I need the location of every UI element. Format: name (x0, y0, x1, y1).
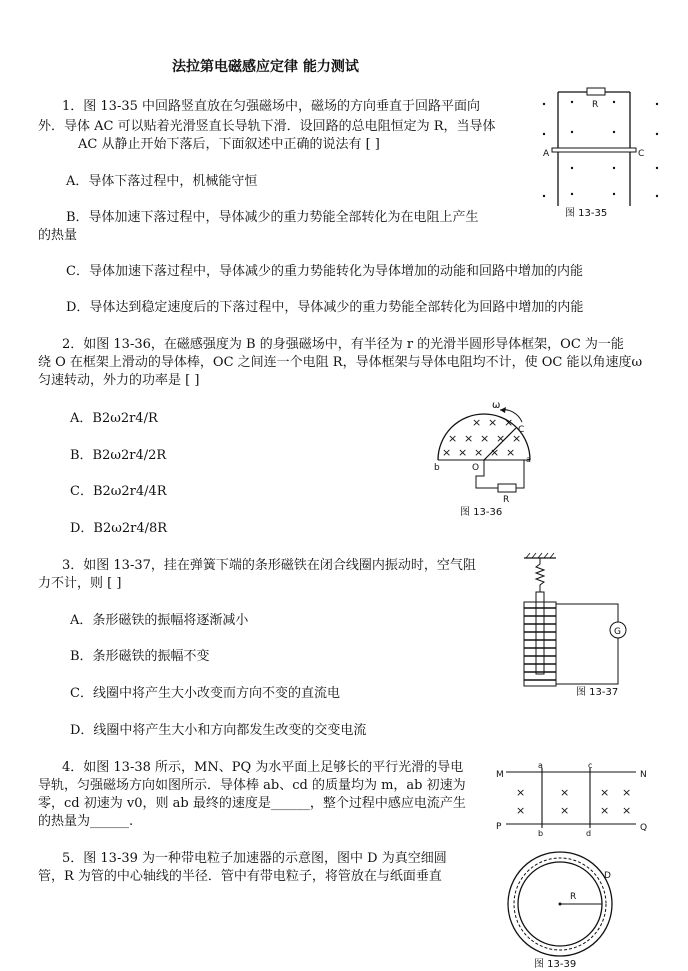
label-o: O (472, 463, 480, 473)
q5-stem-line: 5．图 13-39 为一种带电粒子加速器的示意图，图中 D 为真空细圆 (62, 851, 447, 866)
q2-stem-line: 匀速转动，外力的功率是 [ ] (38, 373, 200, 388)
figure-13-36 (428, 396, 548, 521)
label-d: d (586, 829, 592, 838)
figure-caption: 图 13-35 (565, 208, 608, 219)
svg-text:×: × (622, 804, 632, 817)
conductor-ac (552, 148, 636, 152)
svg-text:×: × (622, 786, 632, 799)
svg-text:×: × (488, 416, 498, 429)
label-r: R (503, 495, 510, 505)
q2-option-c: C．B2ω2r4/4R (70, 484, 167, 499)
label-c: c (588, 761, 593, 770)
q4-stem-line: 零，cd 初速为 v0，则 ab 最终的速度是______，整个过程中感应电流产生 (38, 796, 466, 811)
svg-text:×: × (464, 432, 474, 445)
svg-text:×: × (474, 446, 484, 459)
svg-text:×: × (560, 804, 570, 817)
label-d: D (604, 871, 611, 881)
q1-option-c: C．导体加速下落过程中，导体减少的重力势能转化为导体增加的动能和回路中增加的内能 (66, 264, 583, 279)
q3-option-d: D．线圈中将产生大小和方向都发生改变的交变电流 (70, 723, 367, 738)
figure-caption: 图 13-39 (534, 959, 577, 970)
label-omega: ω (492, 400, 501, 411)
svg-text:×: × (516, 804, 526, 817)
svg-text:×: × (560, 786, 570, 799)
bar-magnet (536, 592, 544, 674)
label-m: M (496, 770, 504, 780)
q1-option-b-cont: 的热量 (38, 228, 78, 243)
q1-option-a: A．导体下落过程中，机械能守恒 (66, 174, 258, 189)
label-r: R (592, 100, 599, 110)
q1-stem-line: 外．导体 AC 可以贴着光滑竖直长导轨下滑．设回路的总电阻恒定为 R，当导体 (38, 119, 496, 134)
resistor-symbol (587, 88, 605, 95)
svg-text:×: × (504, 416, 514, 429)
figure-caption: 图 13-36 (460, 507, 503, 518)
svg-text:×: × (442, 446, 452, 459)
label-a: a (526, 455, 531, 464)
q2-stem-line: 2．如图 13-36，在磁感强度为 B 的身强磁场中，有半径为 r 的光滑半圆形导体框架，OC 为一能 (62, 337, 624, 352)
q2-stem-line: 绕 O 在框架上滑动的导体棒，OC 之间连一个电阻 R，导体框架与导体电阻均不计，使 OC 能以角速度ω (38, 355, 643, 370)
label-q: Q (640, 823, 648, 833)
figure-caption: 图 13-37 (576, 687, 619, 698)
label-b: b (538, 829, 544, 838)
q1-stem-line: 1．图 13-35 中回路竖直放在匀强磁场中，磁场的方向垂直于回路平面向 (62, 99, 481, 114)
label-p: P (496, 822, 502, 832)
label-c: C (638, 149, 645, 159)
label-g: G (614, 627, 621, 637)
q3-option-a: A．条形磁铁的振幅将逐渐减小 (70, 613, 249, 628)
label-n: N (640, 770, 647, 780)
svg-text:×: × (516, 786, 526, 799)
svg-text:×: × (600, 786, 610, 799)
svg-text:×: × (506, 446, 516, 459)
figure-13-39 (504, 848, 624, 971)
q5-stem-line: 管，R 为管的中心轴线的半径．管中有带电粒子，将管放在与纸面垂直 (38, 869, 442, 884)
label-a: A (543, 149, 550, 159)
q1-option-d: D．导体达到稳定速度后的下落过程中，导体减少的重力势能全部转化为回路中增加的内能 (66, 300, 584, 315)
q2-option-b: B．B2ω2r4/2R (70, 448, 167, 463)
svg-text:×: × (490, 446, 500, 459)
q2-option-d: D．B2ω2r4/8R (70, 521, 168, 536)
svg-text:×: × (448, 432, 458, 445)
q4-stem-line: 4．如图 13-38 所示，MN、PQ 为水平面上足够长的平行光滑的导电 (62, 760, 464, 775)
svg-text:×: × (600, 804, 610, 817)
magnetic-field-crosses (442, 416, 521, 459)
label-a: a (538, 761, 543, 770)
figure-13-35 (540, 86, 670, 226)
q3-stem-line: 力不计，则 [ ] (38, 576, 122, 591)
resistor-symbol (498, 484, 516, 492)
q3-stem-line: 3．如图 13-37，挂在弹簧下端的条形磁铁在闭合线圈内振动时，空气阻 (62, 558, 476, 573)
figure-13-38 (492, 758, 656, 842)
svg-text:×: × (496, 432, 506, 445)
q3-option-c: C．线圈中将产生大小改变而方向不变的直流电 (70, 686, 340, 701)
spring (536, 558, 544, 592)
svg-text:×: × (458, 446, 468, 459)
q3-option-b: B．条形磁铁的振幅不变 (70, 649, 210, 664)
q4-stem-line: 导轨，匀强磁场方向如图所示．导体棒 ab、cd 的质量均为 m，ab 初速为 (38, 778, 466, 793)
q2-option-a: A．B2ω2r4/R (70, 411, 158, 426)
q1-stem-line: AC 从静止开始下落后，下面叙述中正确的说法有 [ ] (78, 137, 380, 152)
q4-stem-line: 的热量为______. (38, 814, 134, 829)
svg-text:×: × (480, 432, 490, 445)
figure-13-37 (510, 552, 660, 700)
svg-text:×: × (512, 432, 522, 445)
page-title: 法拉第电磁感应定律 能力测试 (172, 59, 359, 75)
svg-text:×: × (472, 416, 482, 429)
magnetic-field-crosses (516, 786, 631, 817)
label-c: C (518, 425, 525, 435)
label-b: b (434, 463, 440, 473)
label-r: R (570, 892, 577, 902)
q1-option-b: B．导体加速下落过程中，导体减少的重力势能全部转化为在电阻上产生 (66, 210, 479, 225)
